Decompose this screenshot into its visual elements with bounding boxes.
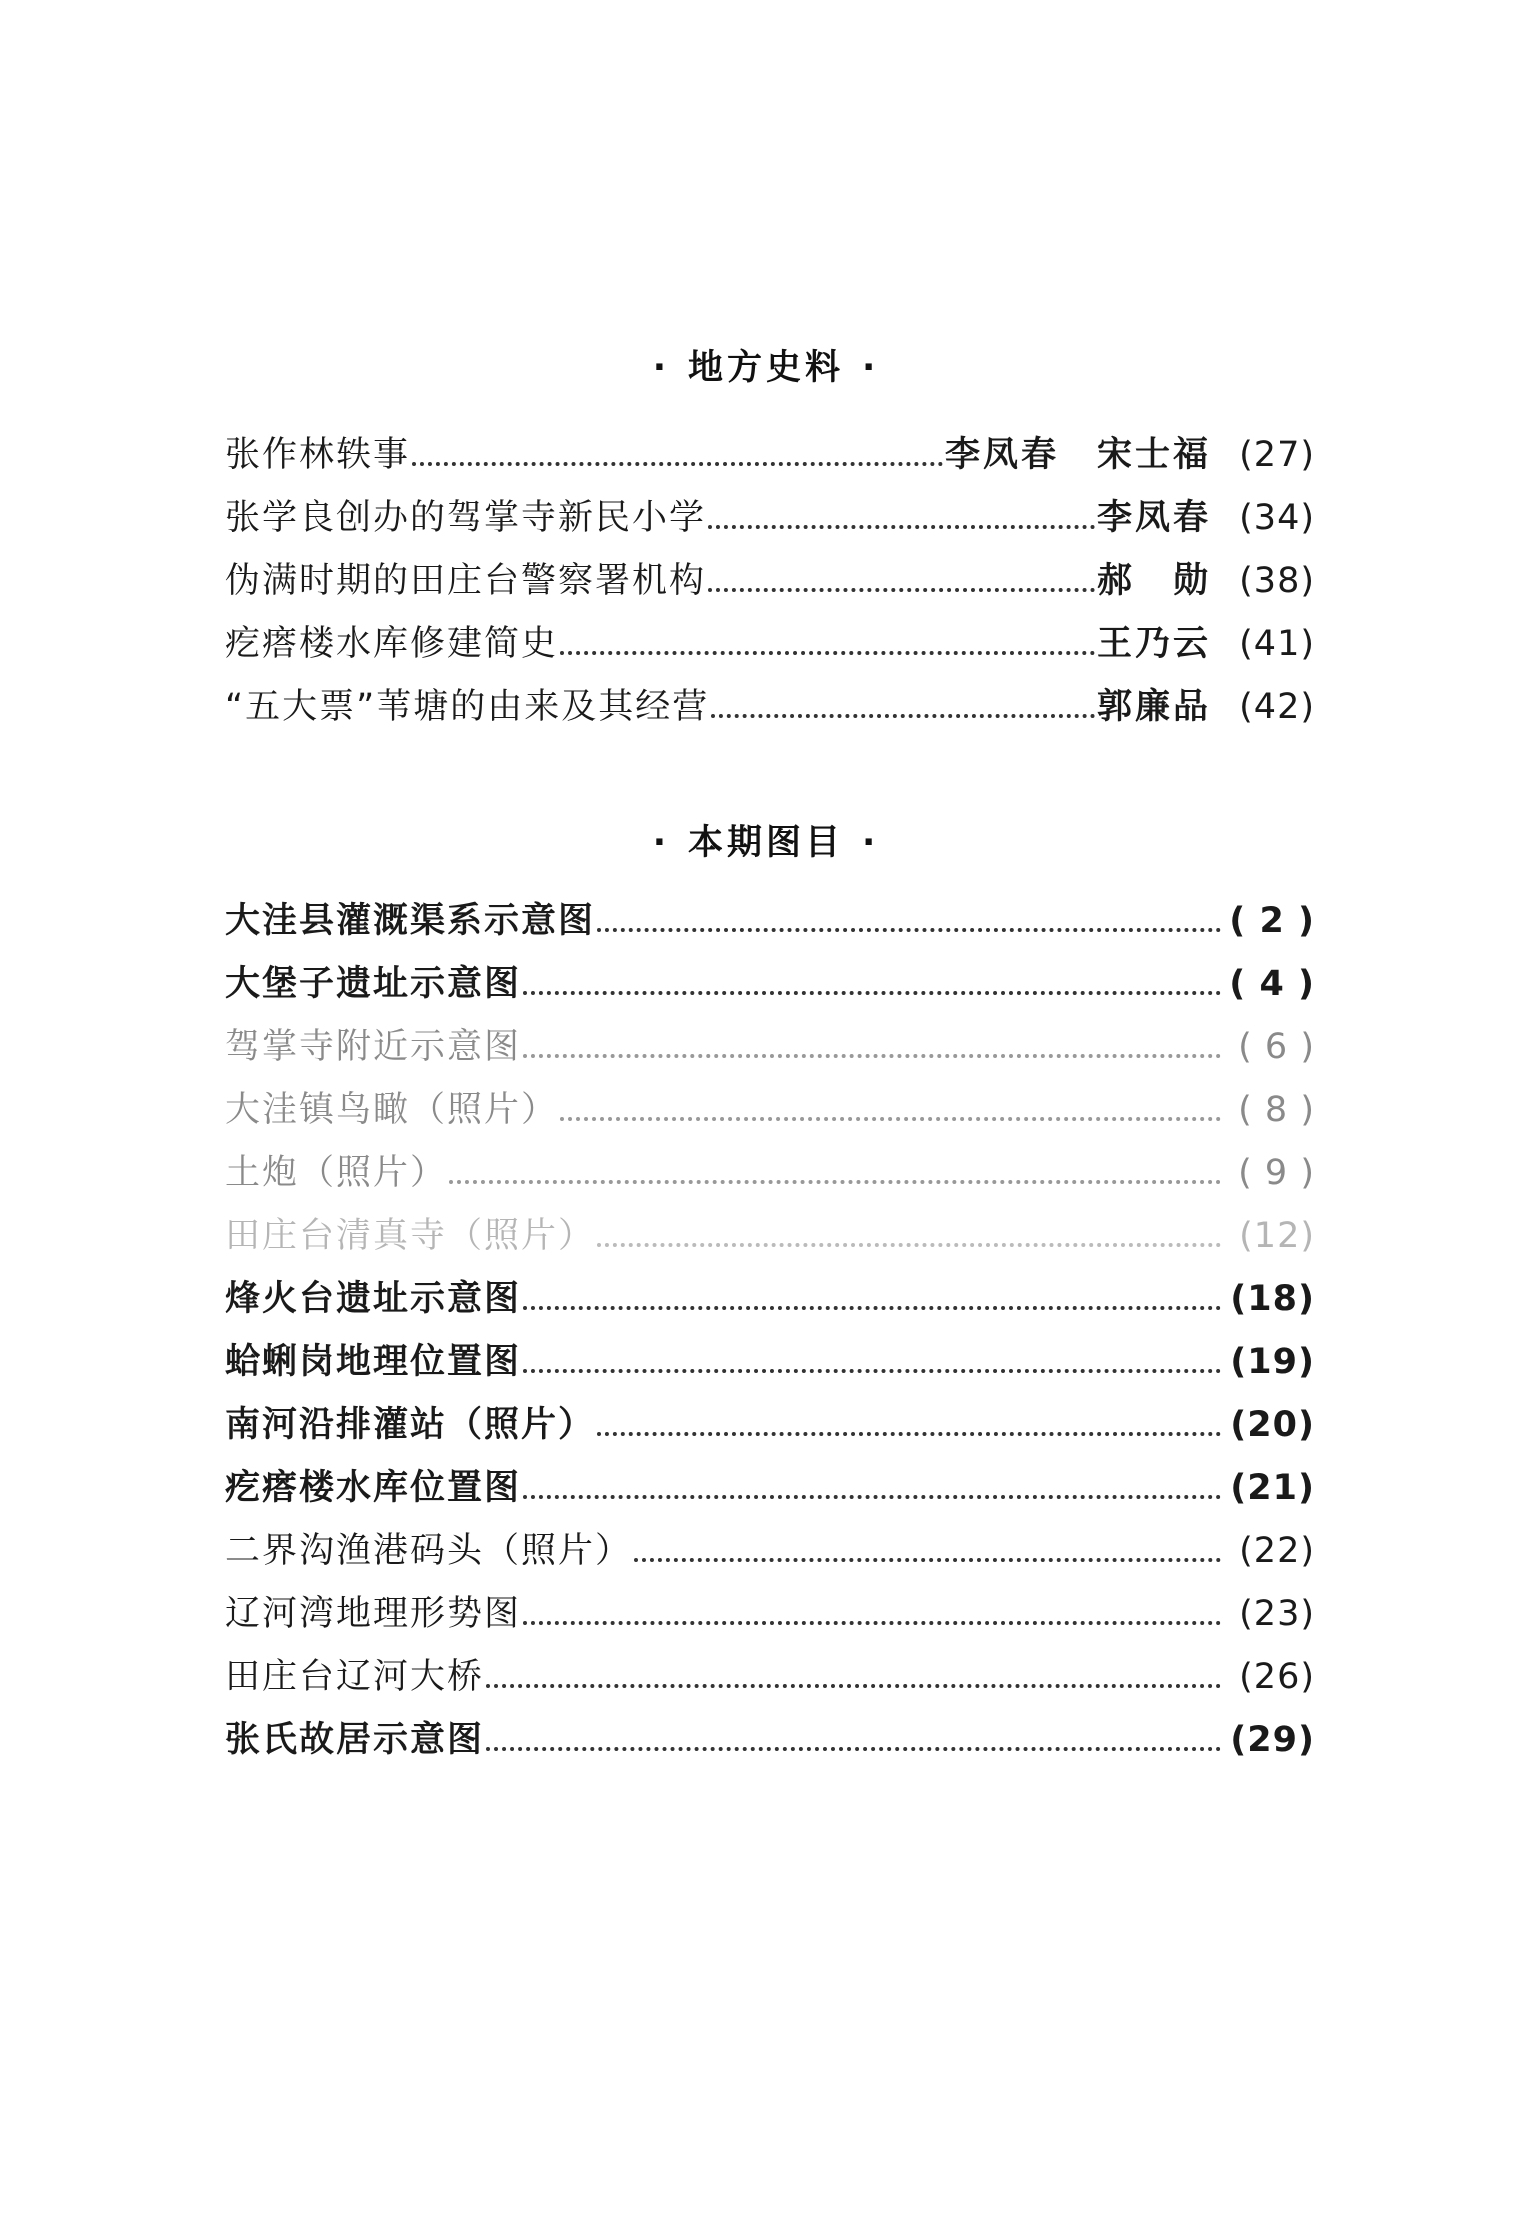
- entry-page: (29): [1230, 1720, 1315, 1760]
- toc-entry: [225, 1520, 1315, 1583]
- entry-title: 南河沿排灌站（照片）: [225, 1405, 596, 1445]
- dot-leader: [597, 1432, 1221, 1436]
- dot-leader: [523, 1369, 1221, 1373]
- toc-entry: [225, 1016, 1315, 1079]
- entry-title: 疙瘩楼水库修建简史: [225, 624, 559, 664]
- entry-page: (23): [1239, 1594, 1315, 1634]
- entry-page: (34): [1239, 498, 1315, 538]
- entry-page: (38): [1239, 561, 1315, 601]
- entry-title: 大堡子遗址示意图: [225, 964, 522, 1004]
- section-title: 本期图目: [687, 823, 844, 863]
- dot-leader: [711, 714, 1095, 718]
- toc-entry: [225, 1142, 1315, 1205]
- entry-title: “五大票”苇塘的由来及其经营: [225, 687, 710, 727]
- entry-page: (26): [1239, 1657, 1315, 1697]
- dot-leader: [597, 928, 1221, 932]
- entry-title: 驾掌寺附近示意图: [225, 1027, 522, 1067]
- toc-entry: [225, 613, 1315, 676]
- entry-page: (21): [1230, 1468, 1315, 1508]
- entry-page: (18): [1230, 1279, 1315, 1319]
- toc-entry: [225, 1646, 1315, 1709]
- toc-entry: [225, 1394, 1315, 1457]
- dot-leader: [523, 1306, 1221, 1310]
- entry-page: (12): [1239, 1216, 1315, 1256]
- section-heading-local-history: [0, 340, 1532, 390]
- entry-author: 王乃云: [1096, 624, 1211, 664]
- entry-author: 李凤春: [1096, 498, 1211, 538]
- entry-title: 蛤蜊岗地理位置图: [225, 1342, 522, 1382]
- entry-title: 伪满时期的田庄台警察署机构: [225, 561, 707, 601]
- dot-leader: [523, 1621, 1221, 1625]
- dot-leader: [708, 588, 1095, 592]
- entry-title: 二界沟渔港码头（照片）: [225, 1531, 633, 1571]
- entry-page: (27): [1239, 435, 1315, 475]
- dot-leader: [486, 1684, 1221, 1688]
- entry-title: 土炮（照片）: [225, 1153, 448, 1193]
- entry-title: 大洼县灌溉渠系示意图: [225, 901, 596, 941]
- entry-title: 张学良创办的驾掌寺新民小学: [225, 498, 707, 538]
- dot-leader: [523, 1054, 1221, 1058]
- entry-title: 张氏故居示意图: [225, 1720, 485, 1760]
- entry-title: 田庄台辽河大桥: [225, 1657, 485, 1697]
- entry-page: (42): [1239, 687, 1315, 727]
- dot-leader: [523, 1495, 1221, 1499]
- entry-title: 辽河湾地理形势图: [225, 1594, 522, 1634]
- dot-leader: [634, 1558, 1221, 1562]
- toc-entry: [225, 1583, 1315, 1646]
- toc-list-figures: [225, 890, 1315, 1772]
- entry-page: (20): [1230, 1405, 1315, 1445]
- dot-leader: [486, 1747, 1221, 1751]
- heading-dot: ·: [652, 823, 670, 863]
- toc-entry: [225, 550, 1315, 613]
- entry-page: (19): [1230, 1342, 1315, 1382]
- section-title: 地方史料: [687, 348, 844, 388]
- toc-entry: [225, 1205, 1315, 1268]
- entry-author: 郭廉品: [1096, 687, 1211, 727]
- toc-entry: [225, 1709, 1315, 1772]
- dot-leader: [708, 525, 1095, 529]
- entry-title: 烽火台遗址示意图: [225, 1279, 522, 1319]
- toc-entry: [225, 676, 1315, 739]
- entry-title: 大洼镇鸟瞰（照片）: [225, 1090, 559, 1130]
- section-heading-figures: [0, 815, 1532, 865]
- dot-leader: [597, 1243, 1221, 1247]
- dot-leader: [523, 991, 1221, 995]
- toc-entry: [225, 1079, 1315, 1142]
- entry-title: 田庄台清真寺（照片）: [225, 1216, 596, 1256]
- toc-entry: [225, 1331, 1315, 1394]
- dot-leader: [560, 1117, 1221, 1121]
- entry-page: (41): [1239, 624, 1315, 664]
- toc-entry: [225, 424, 1315, 487]
- heading-dot: ·: [652, 348, 670, 388]
- entry-page: ( 2 ): [1229, 901, 1315, 941]
- heading-dot: ·: [862, 348, 880, 388]
- toc-entry: [225, 487, 1315, 550]
- toc-list-local-history: [225, 424, 1315, 739]
- entry-title: 疙瘩楼水库位置图: [225, 1468, 522, 1508]
- entry-page: ( 9 ): [1238, 1153, 1315, 1193]
- entry-author: 李凤春 宋士福: [944, 435, 1211, 475]
- toc-entry: [225, 1268, 1315, 1331]
- toc-entry: [225, 890, 1315, 953]
- entry-page: ( 4 ): [1229, 964, 1315, 1004]
- entry-page: ( 8 ): [1238, 1090, 1315, 1130]
- dot-leader: [560, 651, 1095, 655]
- entry-title: 张作林轶事: [225, 435, 411, 475]
- toc-entry: [225, 1457, 1315, 1520]
- heading-dot: ·: [862, 823, 880, 863]
- toc-entry: [225, 953, 1315, 1016]
- entry-author: 郝 勋: [1096, 561, 1211, 601]
- dot-leader: [412, 462, 943, 466]
- entry-page: (22): [1239, 1531, 1315, 1571]
- entry-page: ( 6 ): [1238, 1027, 1315, 1067]
- dot-leader: [449, 1180, 1221, 1184]
